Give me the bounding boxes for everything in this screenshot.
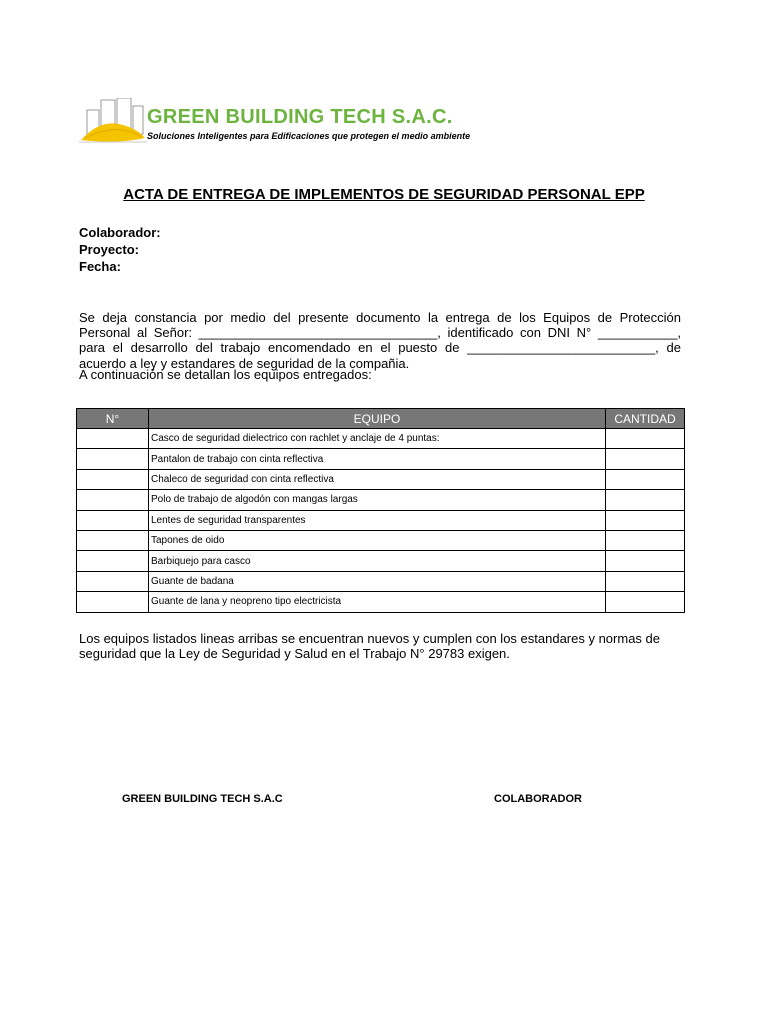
date-label: Fecha: xyxy=(79,259,121,274)
header-fields xyxy=(79,224,161,275)
table-row xyxy=(77,592,685,612)
table-row xyxy=(77,530,685,550)
company-tagline: Soluciones Inteligentes para Edificaciones que protegen el medio ambiente xyxy=(147,131,471,141)
intro-text: Se deja constancia por medio del presente documento la entrega de los Equipos de Protección Personal al Señor: _________________________________, identificado con DNI N° ___________, para el desarrollo del trabajo encomendado en el puesto de __________________________, de acuerdo a ley y estandares de seguridad de la compañia. xyxy=(79,310,681,371)
equipment-cell: Chaleco de seguridad con cinta reflectiva xyxy=(149,469,606,489)
number-cell xyxy=(77,510,149,530)
equipment-cell: Tapones de oido xyxy=(149,530,606,550)
table-row xyxy=(77,469,685,489)
closing-text: Los equipos listados lineas arribas se encuentran nuevos y cumplen con los estandares y normas de seguridad que la Ley de Seguridad y Salud en el Trabajo N° 29783 exigen. xyxy=(79,631,661,662)
signature-company: GREEN BUILDING TECH S.A.C xyxy=(122,793,283,805)
signature-collaborator: COLABORADOR xyxy=(494,793,582,805)
number-cell xyxy=(77,469,149,489)
equipment-cell: Lentes de seguridad transparentes xyxy=(149,510,606,530)
quantity-cell xyxy=(606,530,685,550)
number-cell xyxy=(77,490,149,510)
number-cell xyxy=(77,449,149,469)
table-row xyxy=(77,510,685,530)
equipment-cell: Barbiquejo para casco xyxy=(149,551,606,571)
quantity-cell xyxy=(606,469,685,489)
number-cell xyxy=(77,571,149,591)
quantity-cell xyxy=(606,449,685,469)
closing-paragraph xyxy=(79,631,681,661)
equipment-table xyxy=(76,408,685,613)
intro-paragraph xyxy=(79,310,681,371)
column-header-number: N° xyxy=(77,409,149,429)
column-header-quantity: CANTIDAD xyxy=(606,409,685,429)
equipment-cell: Casco de seguridad dielectrico con rachlet y anclaje de 4 puntas: xyxy=(149,429,606,449)
quantity-cell xyxy=(606,571,685,591)
quantity-cell xyxy=(606,592,685,612)
number-cell xyxy=(77,429,149,449)
quantity-cell xyxy=(606,429,685,449)
number-cell xyxy=(77,530,149,550)
number-cell xyxy=(77,551,149,571)
table-row xyxy=(77,551,685,571)
table-row xyxy=(77,429,685,449)
number-cell xyxy=(77,592,149,612)
quantity-cell xyxy=(606,490,685,510)
project-label: Proyecto: xyxy=(79,242,139,257)
table-header-row xyxy=(77,409,685,429)
collaborator-label: Colaborador: xyxy=(79,225,161,240)
company-name: GREEN BUILDING TECH S.A.C. xyxy=(147,106,453,128)
quantity-cell xyxy=(606,510,685,530)
equipment-cell: Pantalon de trabajo con cinta reflectiva xyxy=(149,449,606,469)
table-row xyxy=(77,449,685,469)
list-intro-text: A continuación se detallan los equipos entregados: xyxy=(79,367,372,382)
equipment-cell: Guante de badana xyxy=(149,571,606,591)
table-row xyxy=(77,571,685,591)
building-logo-icon xyxy=(79,98,147,146)
document-title: ACTA DE ENTREGA DE IMPLEMENTOS DE SEGURIDAD PERSONAL EPP xyxy=(123,186,645,203)
equipment-cell: Guante de lana y neopreno tipo electricista xyxy=(149,592,606,612)
equipment-cell: Polo de trabajo de algodón con mangas largas xyxy=(149,490,606,510)
column-header-equipment: EQUIPO xyxy=(149,409,606,429)
table-row xyxy=(77,490,685,510)
company-logo xyxy=(79,98,539,148)
quantity-cell xyxy=(606,551,685,571)
